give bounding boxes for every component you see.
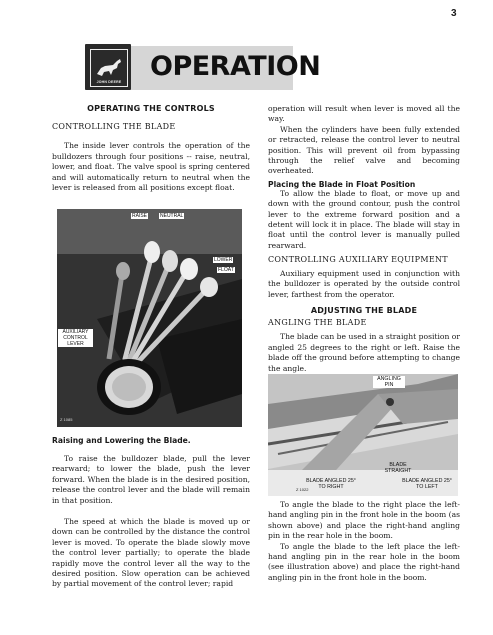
- blade-straight-label: BLADE STRAIGHT: [384, 462, 412, 474]
- paragraph: Auxiliary equipment used in conjunction with the bulldozer is operated by the outside control lever, farthest from the operator.: [268, 268, 460, 299]
- auxiliary-heading: CONTROLLING AUXILIARY EQUIPMENT: [268, 255, 448, 265]
- float-heading: Placing the Blade in Float Position: [268, 179, 416, 189]
- right-column-top: [268, 104, 460, 374]
- angling-pin-label: ANGLING PIN: [373, 376, 405, 388]
- figure-id: Z 1022: [296, 487, 309, 492]
- adjusting-heading: ADJUSTING THE BLADE: [310, 305, 418, 315]
- right-column-bottom: [268, 500, 460, 583]
- john-deere-logo: [85, 44, 131, 90]
- neutral-label: NEUTRAL: [160, 213, 184, 219]
- paragraph: operation will result when lever is moved all the way.: [268, 104, 460, 124]
- control-levers-photo: [57, 209, 242, 427]
- paragraph: The inside lever controls the operation of the bulldozers through four positions -- raise, neutral, lower, and float. The valve spool is spring centered and will automatically return to neutral when the lever is released from all positions except float.: [52, 141, 250, 193]
- paragraph: When the cylinders have been fully extended or retracted, release the control lever to neutral position. This will prevent oil from bypassing through the relief valve and becoming overheated.: [268, 124, 460, 176]
- auxiliary-lever-label: AUXILIARY CONTROL LEVER: [58, 329, 93, 347]
- raising-lowering-heading: Raising and Lowering the Blade.: [52, 436, 191, 445]
- paragraph: To allow the blade to float, or move up and down with the ground contour, push the control lever to the extreme forward position and a detent will lock it in place. The blade will stay in float until the control lever is manually pulled rearward.: [268, 188, 460, 250]
- paragraph: To angle the blade to the left place the left-hand angling pin in the rear hole in the boom (see illustration above) and place the right-hand angling pin in the front hole in the boom.: [268, 541, 460, 582]
- angling-heading: ANGLING THE BLADE: [268, 317, 367, 327]
- lower-label: LOWER: [214, 257, 233, 263]
- paragraph: The speed at which the blade is moved up or down can be controlled by the distance the control lever is moved. To operate the blade slowly move the control lever partially; to operate the blade rapidly move the control lever all the way to the desired position. Slow operation can be achieved by partial movement of the control lever; rapid: [52, 517, 250, 589]
- float-label: FLOAT: [218, 267, 234, 273]
- page-title: OPERATION: [150, 51, 321, 82]
- paragraph: To raise the bulldozer blade, pull the lever rearward; to lower the blade, push the lever forward. When the blade is in the desired position, release the control lever and the blade will remain in that position.: [52, 454, 250, 505]
- paragraph: The blade can be used in a straight position or angled 25 degrees to the right or left. Raise the blade off the ground before attempting to change the angle.: [268, 332, 460, 373]
- blade-right-label: BLADE ANGLED 25° TO RIGHT: [306, 478, 356, 490]
- left-column-top: [52, 104, 250, 193]
- raise-label: RAISE: [132, 213, 148, 219]
- section-heading: OPERATING THE CONTROLS: [87, 104, 215, 113]
- blade-left-label: BLADE ANGLED 25° TO LEFT: [402, 478, 452, 490]
- blade-angling-photo: [268, 374, 458, 496]
- logo-text: JOHN DEERE: [96, 80, 122, 84]
- subheading: CONTROLLING THE BLADE: [52, 122, 176, 131]
- levers-illustration: [57, 209, 242, 427]
- figure-id: Z 1085: [60, 417, 73, 422]
- left-column-bottom: [52, 436, 250, 590]
- paragraph: To angle the blade to the right place the left-hand angling pin in the front hole in the boom (as shown above) and place the right-hand angling pin in the rear hole in the boom.: [268, 500, 460, 541]
- page-number: 3: [451, 8, 457, 19]
